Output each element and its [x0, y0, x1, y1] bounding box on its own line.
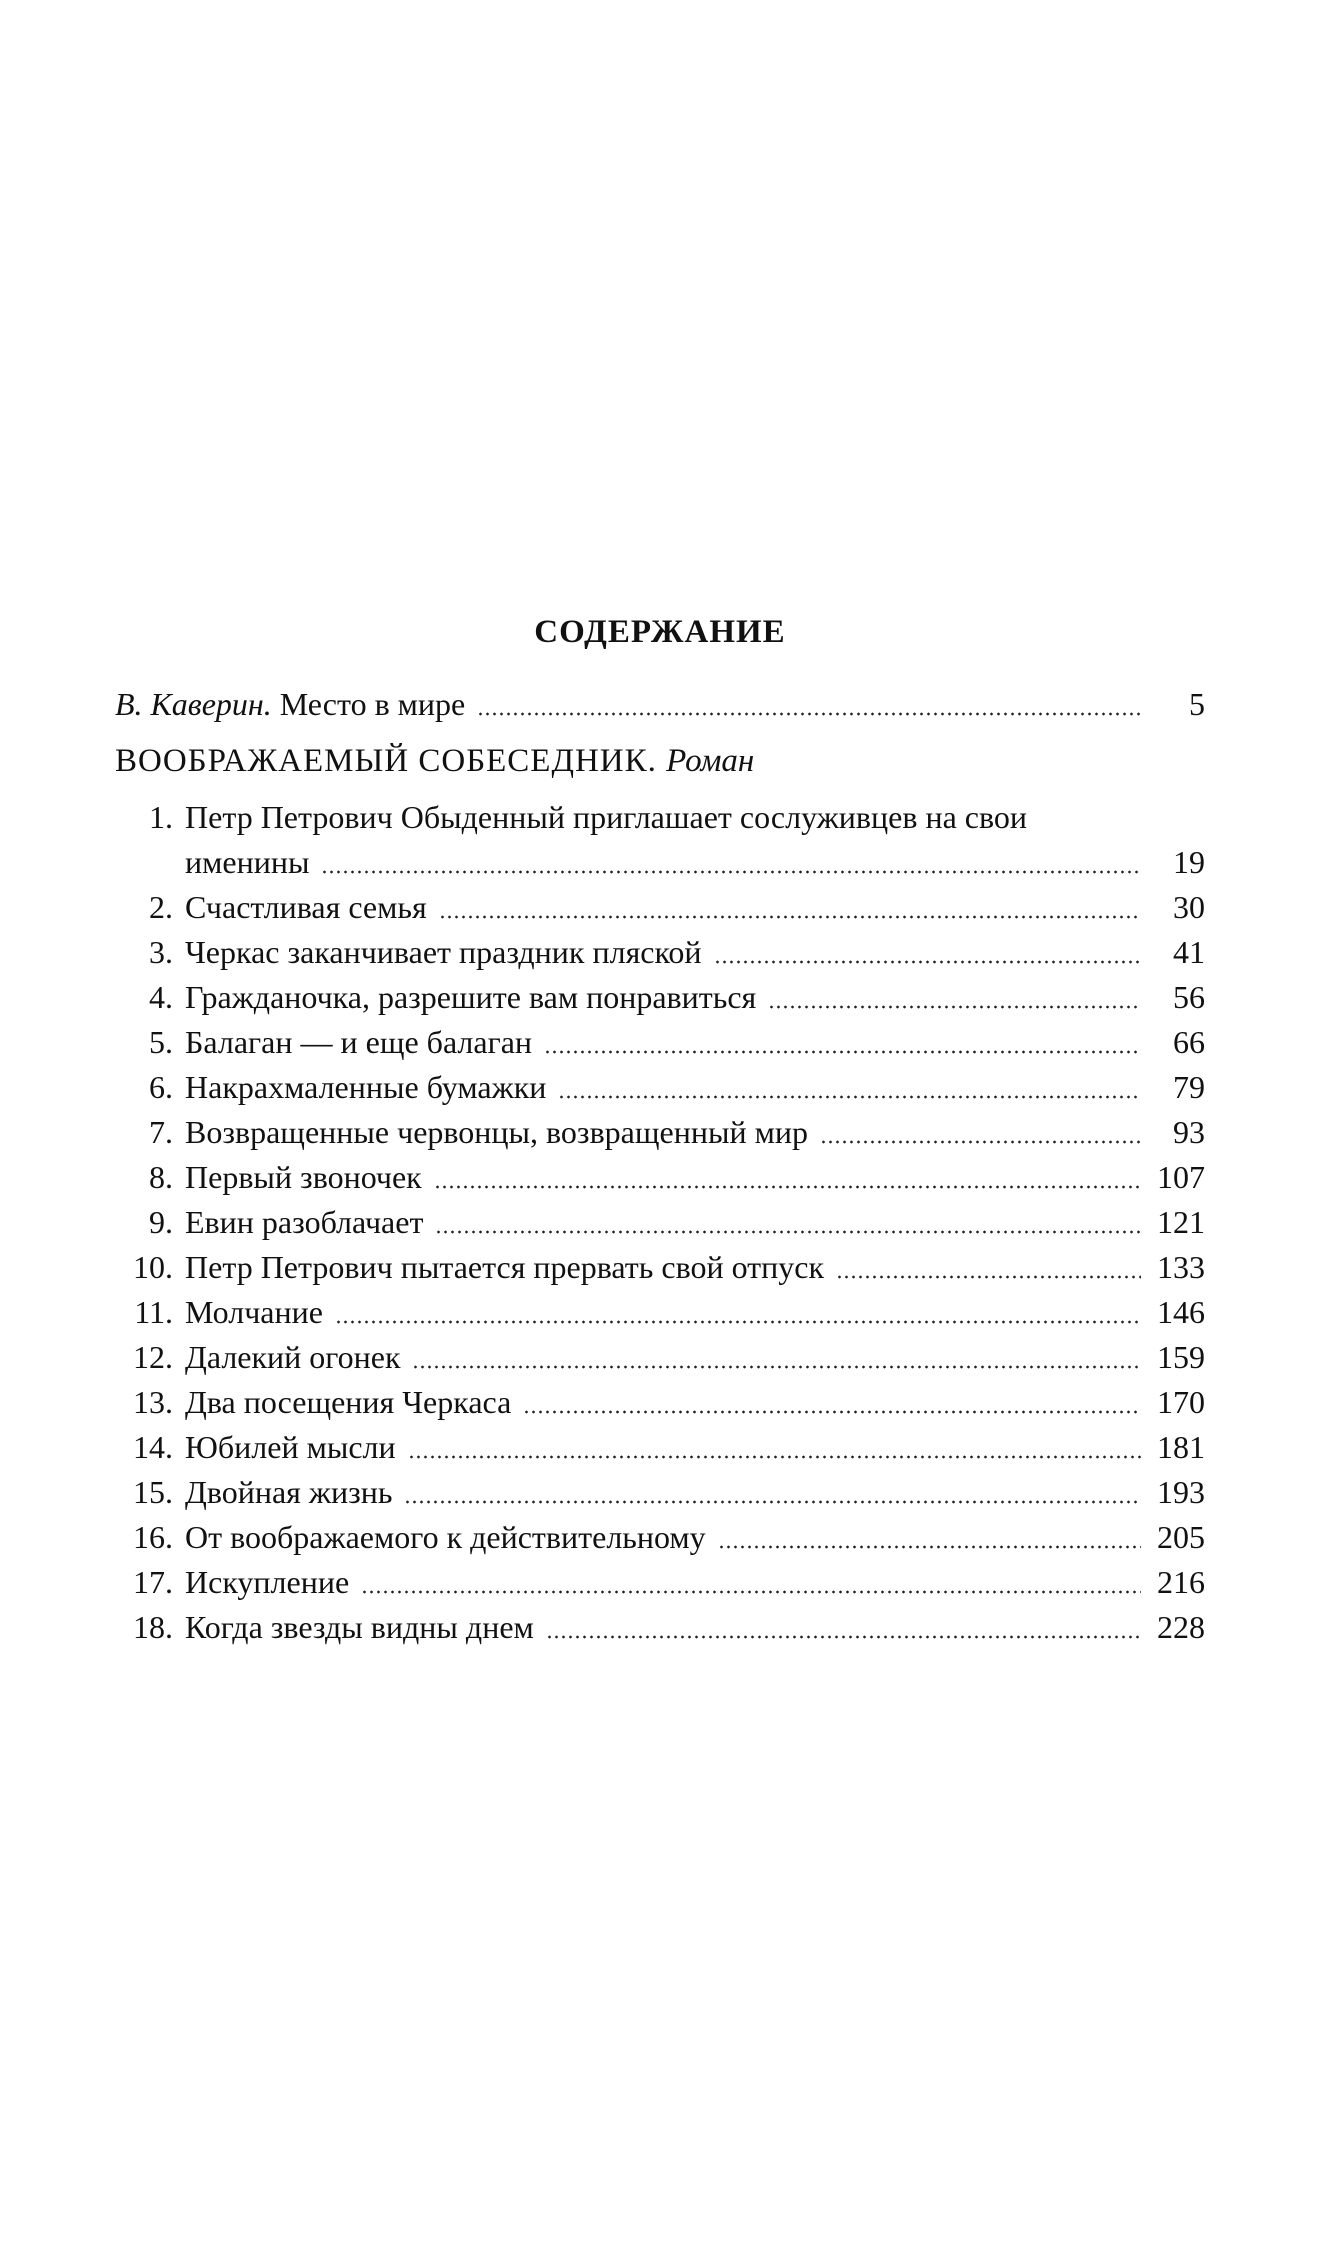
- entry-title: Место в мире: [279, 686, 466, 722]
- dot-leader: [714, 960, 1141, 964]
- entry-number: 4.: [149, 979, 173, 1015]
- entry-page-number: 41: [1173, 934, 1205, 970]
- entry-page-number: 193: [1157, 1474, 1205, 1510]
- toc-entry: [115, 885, 1205, 930]
- entry-page-number: 121: [1157, 1204, 1205, 1240]
- dot-leader: [768, 1005, 1141, 1009]
- entry-number: 1.: [149, 799, 173, 835]
- dot-leader: [434, 1185, 1141, 1189]
- entry-page-number: 93: [1173, 1114, 1205, 1150]
- dot-leader: [523, 1410, 1141, 1414]
- entry-page-number: 228: [1157, 1609, 1205, 1645]
- entry-number: 5.: [149, 1024, 173, 1060]
- toc-entry: [115, 1380, 1205, 1425]
- entry-number: 12.: [133, 1339, 173, 1375]
- entry-title: Гражданочка, разрешите вам понравиться: [185, 979, 757, 1015]
- entry-page-number: 146: [1157, 1294, 1205, 1330]
- dot-leader: [435, 1230, 1141, 1234]
- entry-number: 7.: [149, 1114, 173, 1150]
- dot-leader: [361, 1590, 1141, 1594]
- entry-title: Двойная жизнь: [185, 1474, 393, 1510]
- dot-leader: [544, 1050, 1141, 1054]
- toc-entry: [115, 1605, 1205, 1650]
- entry-page-number: 79: [1173, 1069, 1205, 1105]
- entry-number: 17.: [133, 1564, 173, 1600]
- entry-title: Далекий огонек: [185, 1339, 401, 1375]
- toc-entry: [115, 1200, 1205, 1245]
- entry-title: От воображаемого к действительному: [185, 1519, 706, 1555]
- entry-continuation-line: [115, 840, 1205, 885]
- entry-title: Балаган — и еще балаган: [185, 1024, 533, 1060]
- entry-title: Возвращенные червонцы, возвращенный мир: [185, 1114, 808, 1150]
- toc-entry: [115, 930, 1205, 975]
- entry-title: Петр Петрович пытается прервать свой отпуск: [185, 1249, 825, 1285]
- entry-number: 14.: [133, 1429, 173, 1465]
- entry-title: Два посещения Черкаса: [185, 1384, 512, 1420]
- chapter-list: [115, 885, 1205, 1650]
- dot-leader: [404, 1500, 1141, 1504]
- section-genre: Роман: [666, 743, 755, 779]
- toc-entry: [115, 1245, 1205, 1290]
- dot-leader: [408, 1455, 1141, 1459]
- entry-number: 6.: [149, 1069, 173, 1105]
- toc-entry: [115, 1155, 1205, 1200]
- entry-page-number: 170: [1157, 1384, 1205, 1420]
- entry-number: 9.: [149, 1204, 173, 1240]
- entry-page-number: 216: [1157, 1564, 1205, 1600]
- dot-leader: [477, 712, 1141, 716]
- entry-title: Петр Петрович Обыденный приглашает сослуживцев на свои: [185, 799, 1027, 835]
- entry-page-number: 205: [1157, 1519, 1205, 1555]
- entry-page-number: 19: [1173, 844, 1205, 880]
- dot-leader: [321, 870, 1141, 874]
- entry-title: Искупление: [185, 1564, 350, 1600]
- toc-entry: [115, 1515, 1205, 1560]
- entry-title: Накрахмаленные бумажки: [185, 1069, 547, 1105]
- entry-title: Первый звоночек: [185, 1159, 422, 1195]
- toc-entry-chapter-1: [115, 795, 1205, 885]
- entry-number: 10.: [133, 1249, 173, 1285]
- entry-title: Евин разоблачает: [185, 1204, 424, 1240]
- entry-first-line: [115, 795, 1205, 840]
- entry-page-number: 30: [1173, 889, 1205, 925]
- entry-text: [115, 682, 465, 727]
- toc-entry: [115, 1290, 1205, 1335]
- entry-page-number: 66: [1173, 1024, 1205, 1060]
- entry-page-number: 133: [1157, 1249, 1205, 1285]
- entry-page-number: 5: [1189, 686, 1205, 722]
- dot-leader: [546, 1635, 1141, 1639]
- toc-entry: [115, 975, 1205, 1020]
- section-heading-text: ВООБРАЖАЕМЫЙ СОБЕСЕДНИК.: [115, 743, 657, 779]
- entry-author: В. Каверин.: [115, 686, 272, 722]
- dot-leader: [439, 915, 1141, 919]
- dot-leader: [335, 1320, 1141, 1324]
- entry-number: 3.: [149, 934, 173, 970]
- toc-entry: [115, 1020, 1205, 1065]
- toc-entry: [115, 1470, 1205, 1515]
- section-heading: [115, 737, 1205, 785]
- entry-number: 13.: [133, 1384, 173, 1420]
- entry-title: Когда звезды видны днем: [185, 1609, 534, 1645]
- entry-title: Счастливая семья: [185, 889, 427, 925]
- toc-entry: [115, 1065, 1205, 1110]
- entry-page-number: 107: [1157, 1159, 1205, 1195]
- dot-leader: [820, 1140, 1141, 1144]
- dot-leader: [558, 1095, 1141, 1099]
- entry-page-number: 159: [1157, 1339, 1205, 1375]
- entry-number: 18.: [133, 1609, 173, 1645]
- entry-number: 16.: [133, 1519, 173, 1555]
- toc-entry: [115, 1425, 1205, 1470]
- entry-number: 8.: [149, 1159, 173, 1195]
- table-of-contents: [115, 610, 1205, 1650]
- entry-title: Черкас заканчивает праздник пляской: [185, 934, 702, 970]
- entry-number: 2.: [149, 889, 173, 925]
- toc-entry: [115, 1335, 1205, 1380]
- section-title: [115, 737, 754, 785]
- entry-title: Молчание: [185, 1294, 323, 1330]
- toc-entry: [115, 1560, 1205, 1605]
- entry-title: Юбилей мысли: [185, 1429, 396, 1465]
- dot-leader: [836, 1275, 1141, 1279]
- dot-leader: [718, 1545, 1141, 1549]
- toc-title: СОДЕРЖАНИЕ: [534, 614, 786, 650]
- toc-entry: [115, 1110, 1205, 1155]
- entry-number: 11.: [134, 1294, 173, 1330]
- entry-page-number: 56: [1173, 979, 1205, 1015]
- toc-entry-intro: [115, 682, 1205, 727]
- entry-title-continued: именины: [185, 844, 310, 880]
- entry-page-number: 181: [1157, 1429, 1205, 1465]
- dot-leader: [412, 1365, 1141, 1369]
- entry-number: 15.: [133, 1474, 173, 1510]
